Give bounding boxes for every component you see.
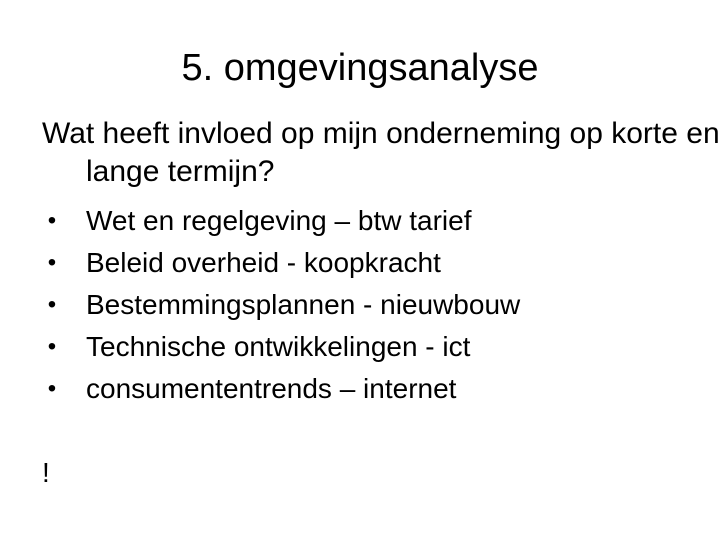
bullet-text: Beleid overheid - koopkracht: [86, 247, 441, 278]
bullet-icon: •: [47, 333, 57, 360]
bullet-text: Bestemmingsplannen - nieuwbouw: [86, 289, 521, 320]
bullet-icon: •: [47, 375, 57, 402]
bullet-text: consumententrends – internet: [86, 373, 457, 404]
bullet-list: [42, 200, 692, 410]
slide-title: 5. omgevingsanalyse: [181, 47, 539, 89]
bullet-item: [42, 242, 692, 284]
slide-question: Wat heeft invloed op mijn onderneming op korte en lange termijn?: [42, 117, 720, 188]
bullet-icon: •: [47, 249, 57, 276]
bullet-text: Wet en regelgeving – btw tarief: [86, 205, 472, 236]
footer-mark: !: [42, 457, 50, 488]
bullet-item: [42, 326, 692, 368]
bullet-icon: •: [47, 291, 57, 318]
bullet-text: Technische ontwikkelingen - ict: [86, 331, 471, 362]
bullet-icon: •: [47, 207, 57, 234]
bullet-item: [42, 368, 692, 410]
bullet-item: [42, 284, 692, 326]
bullet-item: [42, 200, 692, 242]
